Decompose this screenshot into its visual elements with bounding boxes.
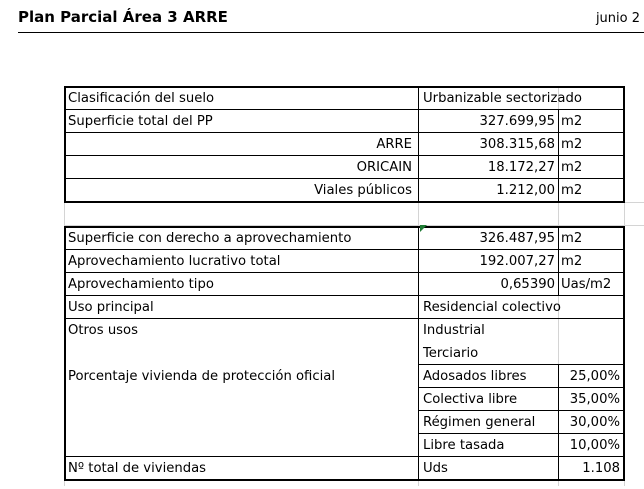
- table-border: [64, 86, 625, 88]
- row-value: Urbanizable sectorizado: [423, 91, 582, 106]
- row-label: Otros usos: [68, 323, 138, 338]
- table-border: [64, 226, 625, 228]
- table-border: [418, 433, 625, 434]
- table-border: [64, 295, 625, 296]
- table-row: [64, 411, 624, 434]
- row-unit: m2: [561, 137, 583, 152]
- table-border: [64, 318, 625, 319]
- table-border: [64, 272, 625, 273]
- row-value: 327.699,95: [479, 114, 555, 129]
- row-percent: 35,00%: [569, 392, 620, 407]
- table-row: [64, 87, 624, 110]
- row-percent: 25,00%: [569, 369, 620, 384]
- table-border: [64, 249, 625, 250]
- row-label: Porcentaje vivienda de protección oficial: [68, 369, 336, 384]
- table-row: [64, 342, 624, 365]
- table-row: [64, 457, 624, 480]
- table-border: [418, 364, 625, 365]
- table-border: [418, 410, 625, 411]
- table-border: [64, 456, 625, 457]
- row-value: 326.487,95: [479, 231, 555, 246]
- row-label: Aprovechamiento lucrativo total: [68, 254, 281, 269]
- row-label: Nº total de viviendas: [68, 461, 207, 476]
- page-header: [18, 6, 644, 33]
- table-border: [64, 109, 625, 110]
- table-border: [64, 226, 66, 481]
- table-border: [558, 226, 559, 296]
- row-label: Clasificación del suelo: [68, 91, 215, 106]
- row-percent: 10,00%: [569, 438, 620, 453]
- table-border: [64, 479, 625, 481]
- row-label: Superficie con derecho a aprovechamiento: [68, 231, 352, 246]
- table-border: [558, 109, 559, 203]
- row-value: Industrial: [423, 323, 485, 338]
- row-total: 1.108: [582, 461, 620, 476]
- row-label: Uso principal: [68, 300, 154, 315]
- table-border: [558, 364, 559, 481]
- table-row: [64, 133, 624, 156]
- table-row: [64, 434, 624, 457]
- row-label: Viales públicos: [314, 183, 412, 198]
- row-value: Uds: [423, 461, 448, 476]
- row-unit: m2: [561, 231, 583, 246]
- row-label: ARRE: [376, 137, 412, 152]
- row-label: Aprovechamiento tipo: [68, 277, 214, 292]
- row-unit: m2: [561, 160, 583, 175]
- row-value: 18.172,27: [487, 160, 555, 175]
- row-unit: Uas/m2: [561, 277, 612, 292]
- table-border: [623, 86, 625, 203]
- document-date: junio 2: [595, 11, 640, 26]
- table-row: [64, 319, 624, 342]
- row-label: Superficie total del PP: [68, 114, 213, 129]
- row-value: Colectiva libre: [423, 392, 518, 407]
- table-border: [418, 226, 419, 481]
- table-row: [64, 179, 624, 202]
- row-percent: 30,00%: [569, 415, 620, 430]
- table-row: [64, 273, 624, 296]
- table-row: [64, 156, 624, 179]
- row-value: Adosados libres: [423, 369, 527, 384]
- row-unit: m2: [561, 114, 583, 129]
- table-row: [64, 227, 624, 250]
- row-value: Terciario: [423, 346, 479, 361]
- row-value: Residencial colectivo: [423, 300, 561, 315]
- table-border: [64, 155, 625, 156]
- cell-comment-indicator: [420, 225, 427, 232]
- document-title: Plan Parcial Área 3 ARRE: [18, 8, 228, 26]
- spreadsheet-area: [64, 86, 644, 486]
- table-row: [64, 388, 624, 411]
- table-border: [418, 86, 419, 203]
- table-border: [623, 226, 625, 481]
- table-border: [418, 387, 625, 388]
- table-row: [64, 296, 624, 319]
- table-border: [64, 86, 66, 203]
- table-border: [64, 132, 625, 133]
- row-value: 1.212,00: [496, 183, 555, 198]
- table-row: [64, 250, 624, 273]
- table-row: [64, 365, 624, 388]
- table-border: [64, 201, 625, 203]
- row-value: Régimen general: [423, 415, 536, 430]
- table-border: [64, 178, 625, 179]
- row-value: 192.007,27: [479, 254, 555, 269]
- row-label: ORICAIN: [356, 160, 412, 175]
- row-value: Libre tasada: [423, 438, 505, 453]
- row-unit: m2: [561, 254, 583, 269]
- table-row: [64, 110, 624, 133]
- row-value: 308.315,68: [479, 137, 555, 152]
- row-unit: m2: [561, 183, 583, 198]
- row-value: 0,65390: [500, 277, 555, 292]
